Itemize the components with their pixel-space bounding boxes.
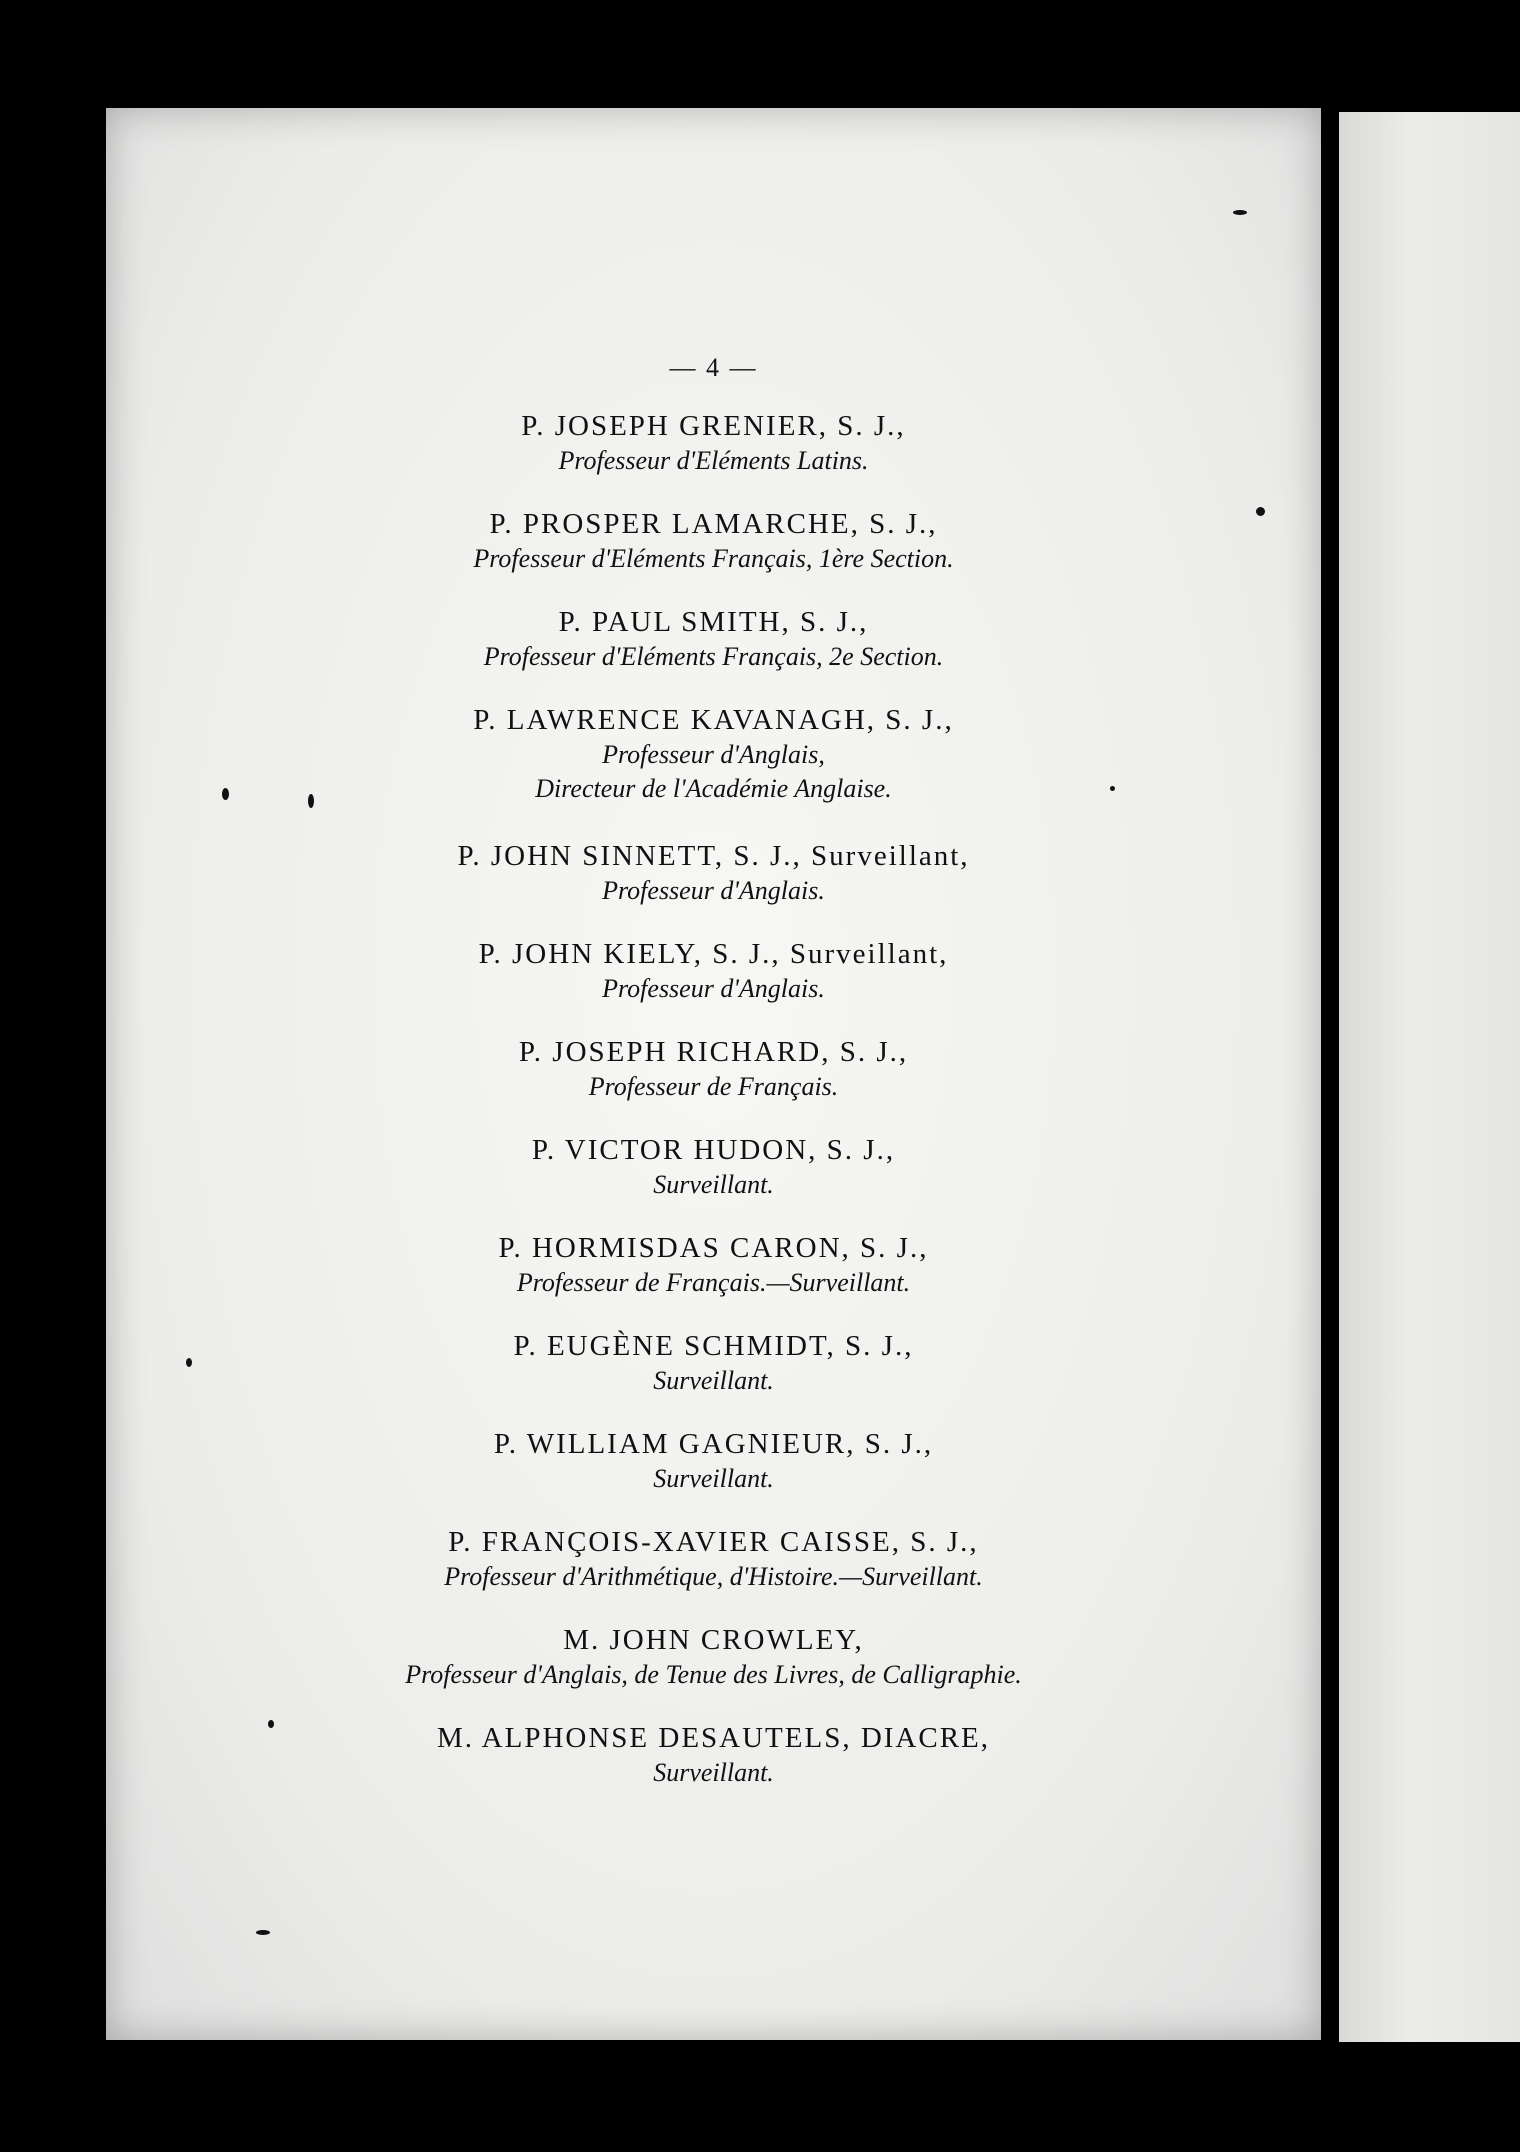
staff-entry: [106, 936, 1321, 1006]
staff-name: P. PROSPER LAMARCHE, S. J.,: [489, 508, 938, 540]
staff-entry: [106, 838, 1321, 908]
scan-speck: [186, 1358, 192, 1367]
staff-role: Professeur d'Anglais, de Tenue des Livres, de Calligraphie.: [405, 1660, 1022, 1689]
book-spine: [1321, 100, 1339, 1990]
staff-name: P. JOSEPH RICHARD, S. J.,: [518, 1036, 909, 1068]
staff-entry: [106, 1132, 1321, 1202]
staff-entry: [106, 1328, 1321, 1398]
scan-speck: [222, 788, 229, 800]
staff-name: P. VICTOR HUDON, S. J.,: [531, 1134, 896, 1166]
document-page: [106, 108, 1321, 2040]
staff-name: P. EUGÈNE SCHMIDT, S. J.,: [513, 1330, 914, 1362]
staff-role: Professeur d'Eléments Français, 2e Section.: [483, 642, 944, 671]
staff-role: Surveillant.: [653, 1366, 774, 1395]
staff-entry: [106, 604, 1321, 674]
page-number: — 4 —: [669, 353, 758, 382]
staff-name: P. HORMISDAS CARON, S. J.,: [498, 1232, 929, 1264]
staff-name: P. FRANÇOIS-XAVIER CAISSE, S. J.,: [448, 1526, 979, 1558]
staff-entry: [106, 1622, 1321, 1692]
staff-entry: [106, 1720, 1321, 1790]
scan-speck: [1110, 786, 1115, 791]
staff-name: M. ALPHONSE DESAUTELS, DIACRE,: [436, 1722, 991, 1754]
staff-role: Surveillant.: [653, 1170, 774, 1199]
staff-entry: [106, 1230, 1321, 1300]
staff-role: Surveillant.: [653, 1758, 774, 1787]
staff-role: Surveillant.: [653, 1464, 774, 1493]
scan-speck: [308, 794, 314, 808]
staff-role: Professeur de Français.: [588, 1072, 839, 1101]
staff-name: P. JOHN KIELY, S. J., Surveillant,: [478, 938, 949, 970]
staff-entry: [106, 702, 1321, 806]
staff-role: Professeur d'Anglais.: [602, 876, 825, 905]
scan-speck: [1233, 210, 1247, 215]
facing-page: [1339, 112, 1520, 2042]
scan-speck: [256, 1930, 270, 1935]
staff-name: P. LAWRENCE KAVANAGH, S. J.,: [473, 704, 954, 736]
scan-speck: [268, 1720, 274, 1728]
staff-name: P. JOSEPH GRENIER, S. J.,: [521, 410, 906, 442]
staff-role: Directeur de l'Académie Anglaise.: [535, 774, 892, 803]
staff-name: P. JOHN SINNETT, S. J., Surveillant,: [457, 840, 970, 872]
staff-entry: [106, 1426, 1321, 1496]
staff-role: Professeur d'Anglais,: [602, 740, 825, 769]
staff-name: P. WILLIAM GAGNIEUR, S. J.,: [493, 1428, 934, 1460]
staff-entry: [106, 408, 1321, 478]
staff-role: Professeur de Français.—Surveillant.: [516, 1268, 911, 1297]
staff-name: P. PAUL SMITH, S. J.,: [558, 606, 869, 638]
staff-entry: [106, 506, 1321, 576]
staff-role: Professeur d'Anglais.: [602, 974, 825, 1003]
staff-entry: [106, 1524, 1321, 1594]
staff-entry: [106, 1034, 1321, 1104]
staff-role: Professeur d'Eléments Français, 1ère Section.: [473, 544, 954, 573]
staff-role: Professeur d'Eléments Latins.: [558, 446, 869, 475]
staff-role: Professeur d'Arithmétique, d'Histoire.—Surveillant.: [444, 1562, 983, 1591]
scan-speck: [1256, 507, 1265, 516]
staff-name: M. JOHN CROWLEY,: [563, 1624, 864, 1656]
